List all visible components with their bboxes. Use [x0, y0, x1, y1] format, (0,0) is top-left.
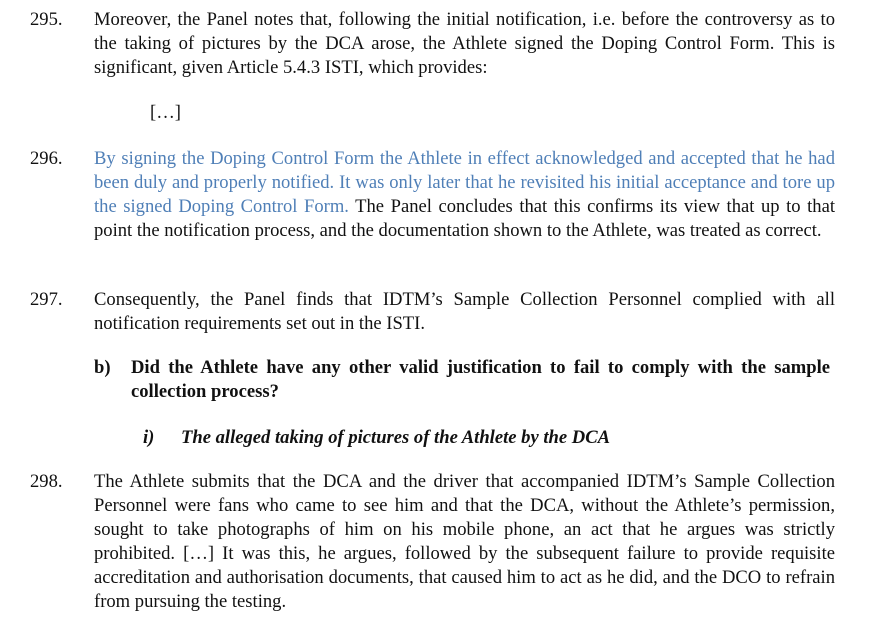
- heading-text: Did the Athlete have any other valid justification to fail to comply with the sample collection process?: [131, 357, 830, 402]
- paragraph-number: 296.: [30, 148, 63, 169]
- paragraph-text: [94, 147, 835, 243]
- subsection-heading-i: [143, 426, 610, 450]
- section-heading-b: [94, 356, 830, 404]
- paragraph-text: Moreover, the Panel notes that, following the initial notification, i.e. before the controversy as to the taking of pictures by the DCA arose, the Athlete signed the Doping Control Form. This is significant, given Article 5.4.3 ISTI, which provides:: [94, 9, 835, 78]
- heading-label: i): [143, 427, 155, 448]
- heading-label: b): [94, 357, 111, 378]
- heading-text: The alleged taking of pictures of the Athlete by the DCA: [181, 427, 611, 448]
- paragraph-text: Consequently, the Panel finds that IDTM’s Sample Collection Personnel complied with all notification requirements set out in the ISTI.: [94, 289, 835, 334]
- highlighted-text: By signing the Doping Control Form the Athlete in effect acknowledged and accepted that he had been duly and properly notified. It was only later that he revisited his initial acceptance and tore up the signed Doping Control Form.: [94, 148, 835, 217]
- paragraph-continuation: The Panel concludes that this confirms its view that up to that point the notification process, and the documentation shown to the Athlete, was treated as correct.: [94, 196, 835, 241]
- paragraph-number: 295.: [30, 9, 63, 30]
- paragraph-number: 297.: [30, 289, 63, 310]
- paragraph-text: The Athlete submits that the DCA and the driver that accompanied IDTM’s Sample Collection Personnel were fans who came to see him and that the DCA, without the Athlete’s permission, sought to take photographs of him on his mobile phone, an act that he argues was strictly prohibited. […] It was this, he argues, followed by the subsequent failure to provide requisite accreditation and authorisation documents, that caused him to act as he did, and the DCO to refrain from pursuing the testing.: [94, 471, 835, 612]
- paragraph-number: 298.: [30, 471, 63, 492]
- omission-ellipsis: […]: [150, 102, 181, 123]
